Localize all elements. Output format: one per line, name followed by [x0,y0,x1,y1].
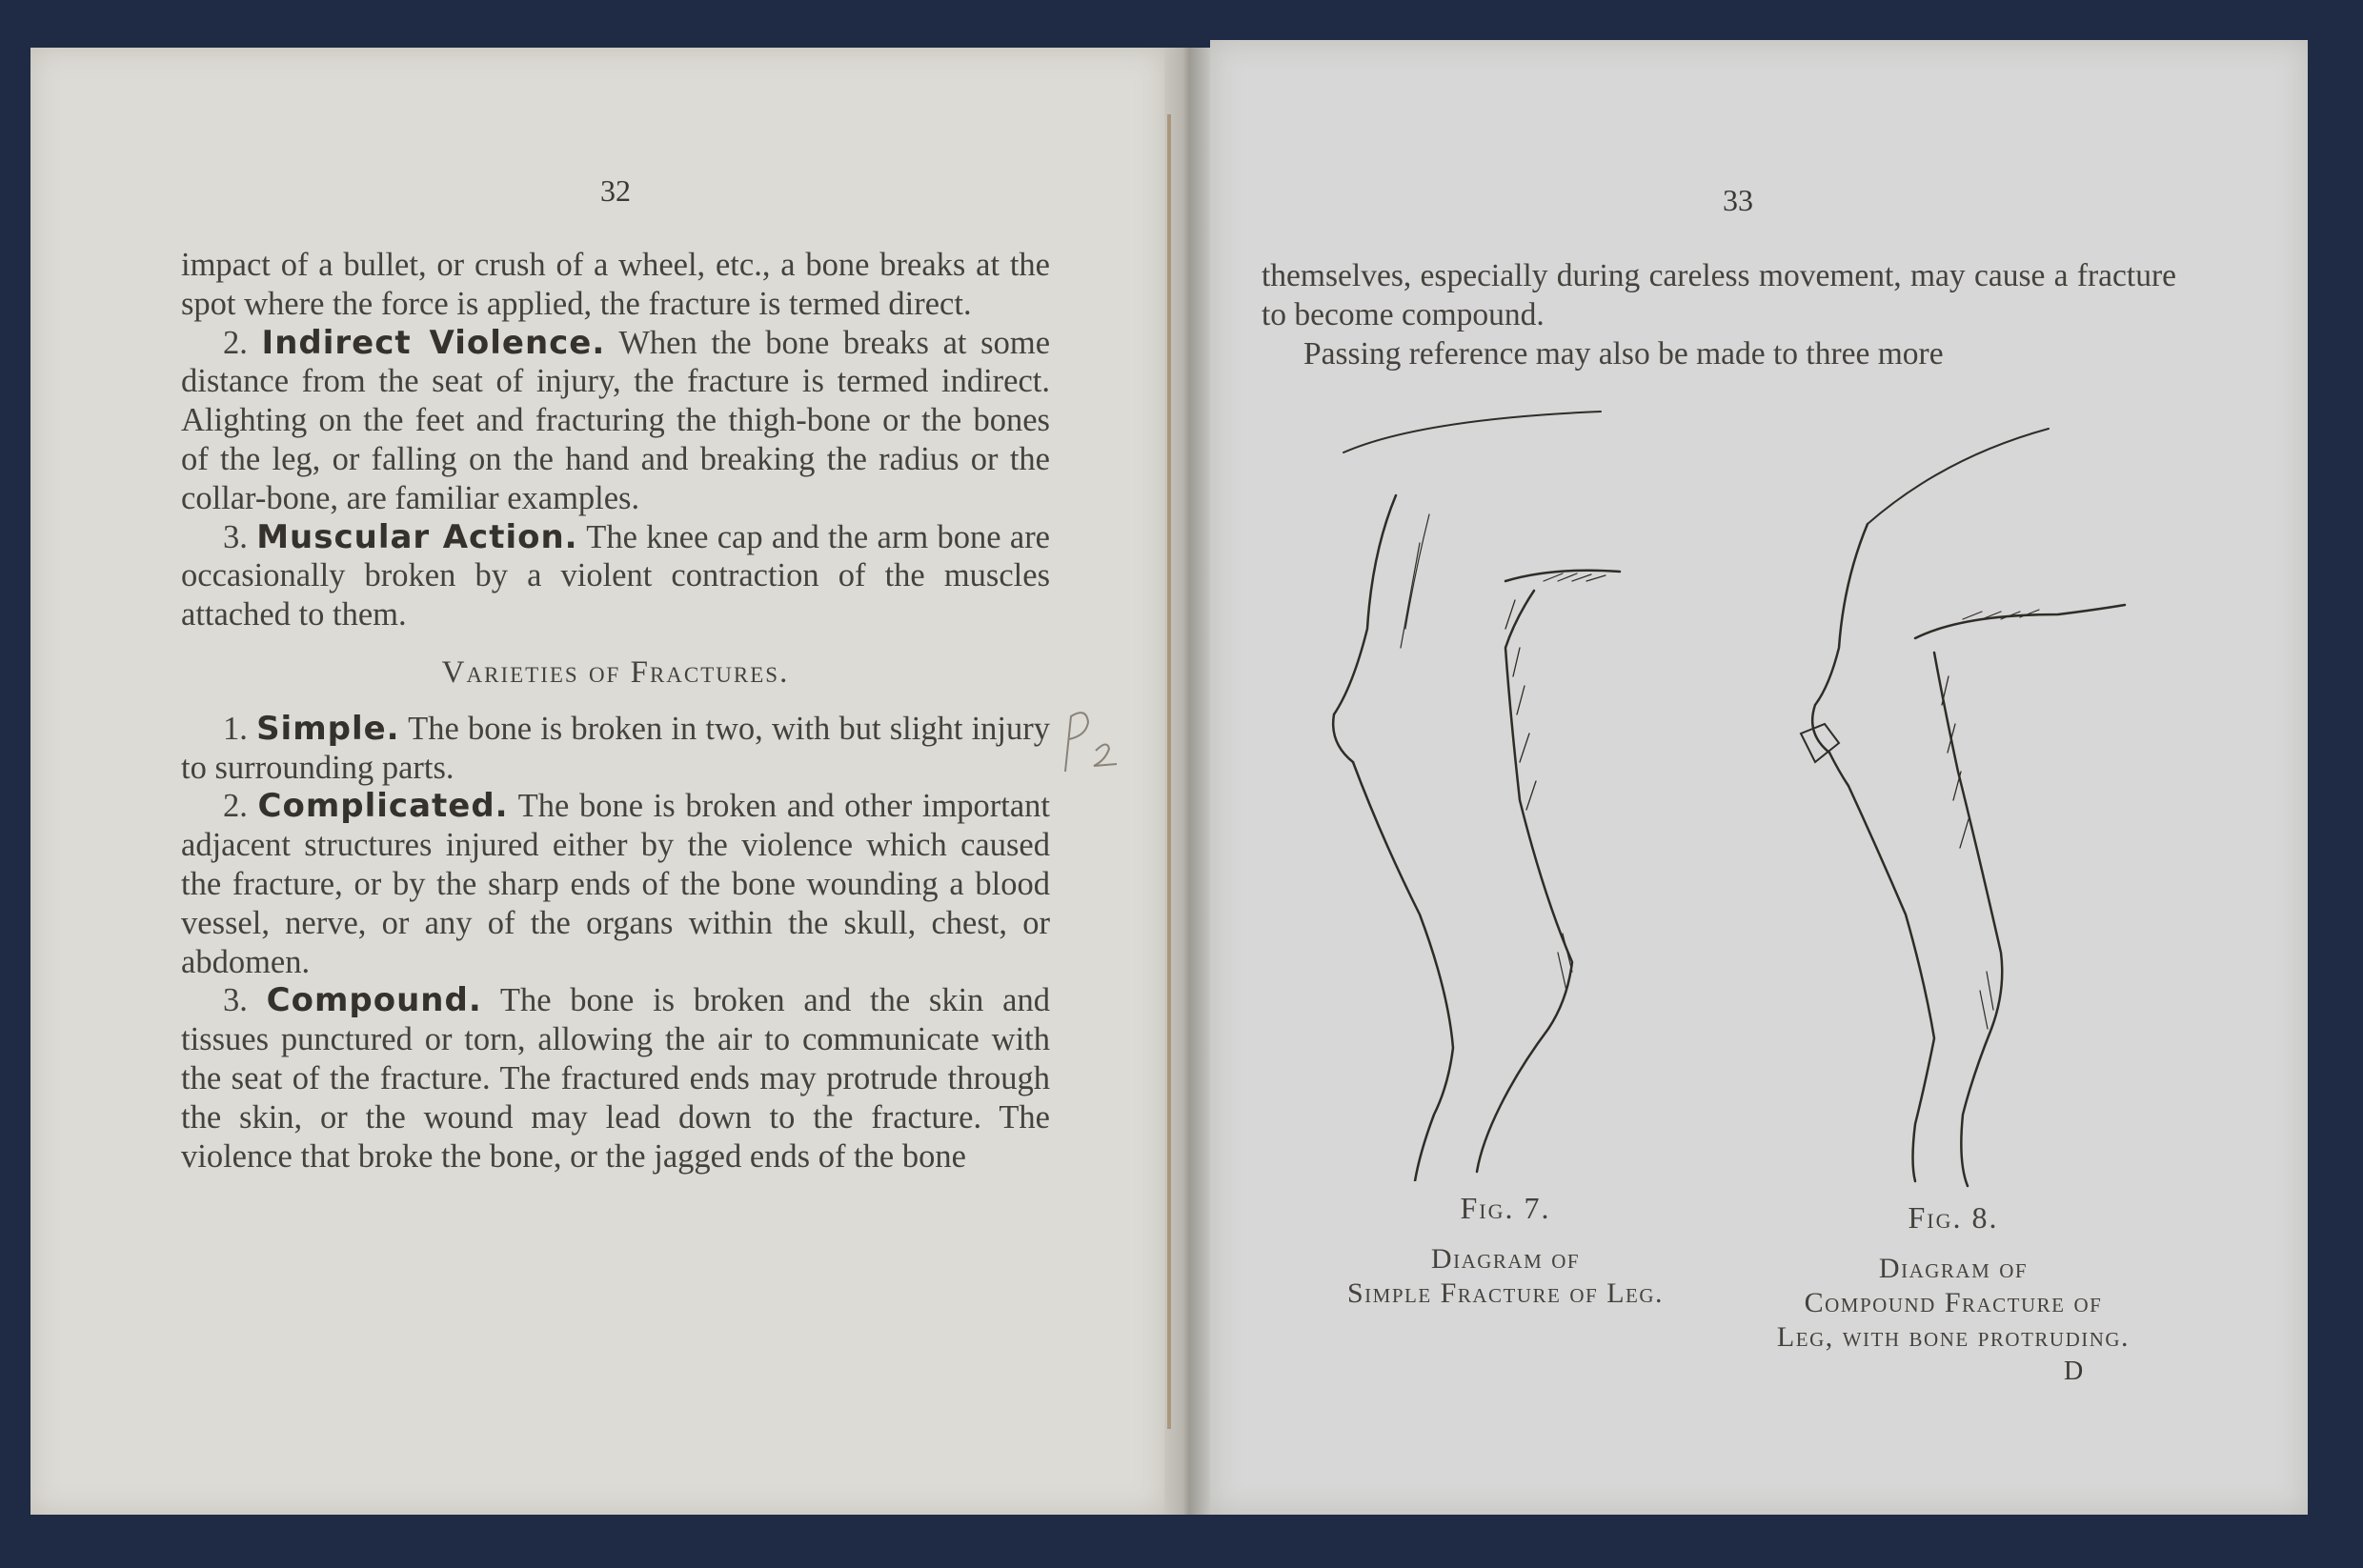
paragraph-complicated [181,787,1050,981]
paragraph-continuation-right: themselves, especially during careless movement, may cause a fracture to become compound. [1262,258,2176,332]
signature-mark: D [2064,1357,2084,1386]
item-number: 2. [223,324,262,361]
term-complicated: Complicated. [257,787,509,826]
figure-7-caption-line1: Diagram of [1430,1243,1581,1275]
figure-8-caption-line2: Compound Fracture of [1804,1287,2103,1318]
term-indirect-violence: Indirect Violence. [261,323,606,362]
paragraph-simple [181,710,1050,788]
figure-7-caption [1296,1191,1715,1311]
term-simple: Simple. [256,709,400,748]
figure-7-leg-diagram [1315,400,1715,1181]
paragraph-body: The bone is broken and other important adjacent structures injured either by the violence which caused the fracture, or by the sharp ends of the bone wounding a blood vessel, nerve, or any of the organs within the skull, chest, or abdomen. [181,788,1051,980]
term-muscular-action: Muscular Action. [256,517,578,556]
binding-edge [1167,114,1171,1429]
figure-8-label: Fig. 8. [1908,1200,1999,1235]
figure-8-caption [1715,1200,2191,1355]
figure-8-caption-line1: Diagram of [1878,1253,2029,1284]
figure-8-caption-line3: Leg, with bone protruding. [1776,1321,2131,1353]
paragraph-continuation: impact of a bullet, or crush of a wheel, etc., a bone breaks at the spot where the force is applied, the fracture is termed direct. [181,247,1050,322]
paragraph-muscular-action [181,518,1050,634]
page-number-right: 33 [1723,183,1753,217]
paragraph-body: The bone is broken in two, with but slight injury to surrounding parts. [181,710,1050,786]
handwritten-margin-note [1058,705,1134,781]
left-page-text [181,246,1050,1176]
book-gutter [1164,48,1210,1515]
item-number: 3. [223,518,257,555]
paragraph-body: The knee cap and the arm bone are occasionally broken by a violent contraction of the muscles attached to them. [181,518,1050,633]
item-number: 3. [223,982,267,1019]
section-heading: Varieties of Fractures. [441,654,790,690]
figure-7-label: Fig. 7. [1460,1191,1551,1225]
term-compound: Compound. [266,981,482,1020]
figure-8-leg-diagram [1772,419,2153,1200]
paragraph-passing-reference: Passing reference may also be made to three more [1303,335,1944,372]
item-number: 1. [223,710,257,747]
paragraph-indirect-violence [181,324,1050,518]
paragraph-body: The bone is broken and the skin and tissues punctured or torn, allowing the air to communicate with the seat of the fracture. The fractured ends may protrude through the skin, or the wound may lead down to the fracture. The violence that broke the bone, or the jagged ends of the bone [181,982,1050,1175]
figure-7-caption-line2: Simple Fracture of Leg. [1346,1277,1665,1309]
paragraph-body: When the bone breaks at some distance from the seat of injury, the fracture is termed indirect. Alighting on the feet and fracturing the thigh-bone or the bones of the leg, or falling on the hand and breaking the radius or the collar-bone, are familiar examples. [181,324,1051,516]
page-number-left: 32 [600,173,631,208]
paragraph-compound [181,981,1050,1176]
right-page-text [1262,257,2176,373]
item-number: 2. [223,788,258,825]
